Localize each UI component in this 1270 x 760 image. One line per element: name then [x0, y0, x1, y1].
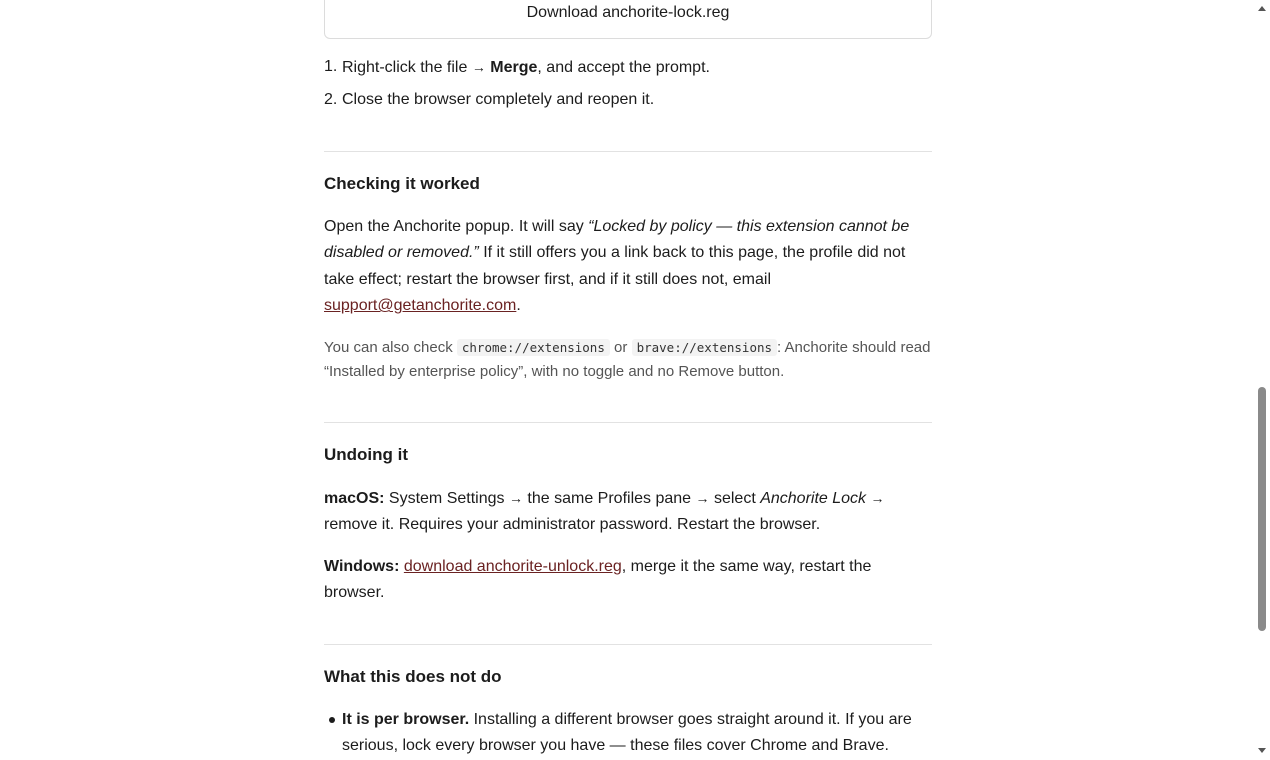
note-or: or: [609, 339, 632, 356]
policy-quote: “Locked by policy — this extension cannot be disabled or removed.”: [324, 218, 910, 262]
extensions-note: [324, 336, 932, 384]
checking-text-end: .: [516, 297, 521, 315]
anchorite-lock-profile: Anchorite Lock: [760, 490, 867, 507]
macos-paragraph: [324, 485, 932, 539]
checking-text: Open the Anchorite popup. It will say: [324, 218, 589, 235]
macos-text: System Settings: [384, 490, 509, 507]
arrow-icon: →: [870, 490, 885, 506]
step-item: [324, 56, 710, 89]
step-text-end: , and accept the prompt.: [537, 59, 710, 76]
section-divider: [324, 422, 932, 423]
step-text: Right-click the file: [342, 59, 468, 76]
vertical-scrollbar[interactable]: [1255, 0, 1270, 760]
checking-paragraph: [324, 214, 932, 320]
checking-heading: Checking it worked: [324, 174, 480, 193]
macos-text-4: remove it. Requires your administrator password. Restart the browser.: [324, 516, 821, 534]
download-lock-reg-label: Download anchorite-lock.reg: [526, 4, 730, 21]
arrow-icon: →: [508, 490, 523, 506]
windows-label: Windows:: [324, 558, 400, 575]
support-email-link[interactable]: support@getanchorite.com: [324, 297, 517, 315]
macos-text-3: select: [709, 490, 761, 507]
macos-label: macOS:: [324, 490, 385, 507]
limits-heading: What this does not do: [324, 667, 502, 686]
arrow-icon: →: [695, 490, 710, 506]
chrome-extensions-code: chrome://extensions: [457, 339, 610, 356]
download-lock-reg-button[interactable]: [324, 0, 932, 39]
brave-extensions-code: brave://extensions: [632, 339, 777, 356]
limit-title: It is per browser.: [342, 711, 470, 728]
scroll-up-arrow-icon[interactable]: [1258, 6, 1266, 11]
note-text: You can also check: [324, 339, 457, 356]
checking-text-2: If it still offers you a link back to this page, the profile did not take effect; restart the browser first, and if it still does not, email: [324, 244, 906, 288]
scroll-down-arrow-icon[interactable]: [1258, 748, 1266, 753]
section-divider: [324, 644, 932, 645]
windows-text: , merge it the same way, restart the browser.: [324, 558, 872, 602]
limit-text: Installing a different browser goes straight around it. If you are serious, lock every browser you have — these files cover Chrome and Brave.: [342, 711, 912, 754]
macos-text-2: the same Profiles pane: [522, 490, 696, 507]
limits-list: [324, 707, 932, 759]
section-divider: [324, 151, 932, 152]
step-text: Close the browser completely and reopen it.: [342, 91, 655, 108]
step-number: 1.: [324, 58, 338, 75]
merge-label: Merge: [490, 59, 538, 76]
merge-steps-list: [324, 56, 710, 122]
scrollbar-thumb[interactable]: [1258, 387, 1266, 631]
arrow-icon: →: [471, 59, 486, 75]
note-text-end: : Anchorite should read “Installed by enterprise policy”, with no toggle and no Remove button.: [324, 339, 931, 380]
step-item: [324, 89, 710, 122]
list-item: [324, 707, 932, 759]
download-unlock-reg-link[interactable]: download anchorite-unlock.reg: [403, 558, 622, 575]
windows-paragraph: [324, 554, 932, 607]
undoing-heading: Undoing it: [324, 445, 409, 464]
step-number: 2.: [324, 91, 338, 108]
